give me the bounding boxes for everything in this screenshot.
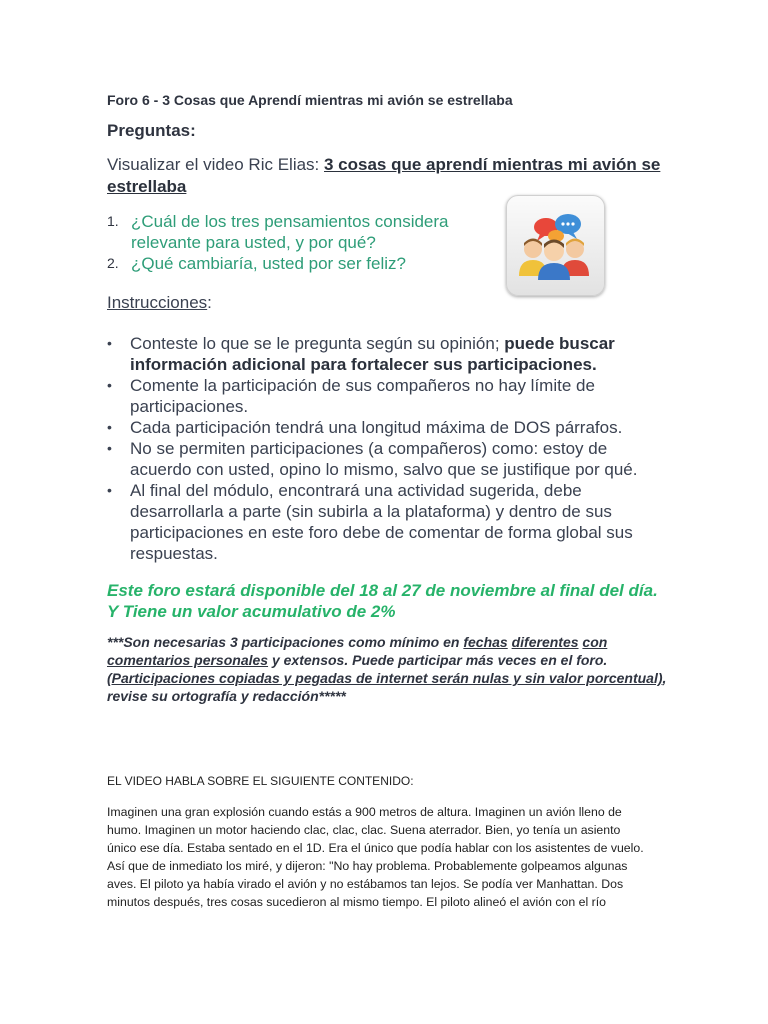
question-number: 1. (107, 213, 119, 229)
video-content-heading: EL VIDEO HABLA SOBRE EL SIGUIENTE CONTENIDO: (107, 774, 414, 788)
note-text: , revise su ortografía y redacción***** (107, 670, 667, 704)
instruction-text: Conteste lo que se le pregunta según su opinión; (130, 334, 505, 353)
bullet-icon: • (107, 440, 112, 456)
note-text: ***Son necesarias 3 participaciones como mínimo en (107, 634, 464, 650)
document-title: Foro 6 - 3 Cosas que Aprendí mientras mi avión se estrellaba (107, 92, 513, 108)
group-chat-icon (506, 195, 605, 296)
instructions-list (107, 333, 667, 564)
note-underlined-text: diferentes (511, 634, 579, 650)
instructions-heading (107, 293, 212, 313)
note-text: y extensos. Puede participar más veces en el foro. (268, 652, 608, 668)
instruction-item (107, 333, 667, 375)
instruction-text: No se permiten participaciones (a compañeros) como: estoy de acuerdo con usted, opino lo mismo, salvo que se justifique por qué. (130, 439, 638, 479)
note-underlined-text: (Participaciones copiadas y pegadas de internet serán nulas y sin valor porcentual) (107, 670, 663, 686)
speech-bubbles-icon (534, 214, 581, 242)
video-transcript: Imaginen una gran explosión cuando estás a 900 metros de altura. Imaginen un avión lleno de humo. Imaginen un motor haciendo clac, clac, clac. Suena aterrador. Bien, yo tenía un asiento único ese día. Estaba sentado en el 1D. Era el único que podía hablar con los asistentes de vuelo. Así que de inmediato los miré, y dijeron: "No hay problema. Probablemente golpeamos algunas aves. El piloto ya había virado el avión y no estábamos tan lejos. Se podía ver Manhattan. Dos minutos después, tres cosas sucedieron al mismo tiempo. El piloto alineó el avión con el río (107, 805, 644, 909)
instruction-item (107, 375, 667, 417)
preguntas-heading: Preguntas: (107, 121, 196, 140)
instructions-heading-colon: : (207, 293, 212, 312)
intro-prefix: Visualizar el video Ric Elias: (107, 155, 324, 174)
question-text: ¿Cuál de los tres pensamientos considera relevante para usted, y por qué? (131, 212, 449, 252)
instruction-item (107, 417, 667, 438)
instruction-bold-text: puede buscar información adicional para fortalecer sus participaciones. (130, 334, 615, 374)
availability-notice: Este foro estará disponible del 18 al 27 de noviembre al final del día. Y Tiene un valor acumulativo de 2% (107, 581, 658, 621)
instruction-item (107, 480, 667, 564)
people-icon (519, 239, 589, 281)
bullet-icon: • (107, 335, 112, 351)
question-text: ¿Qué cambiaría, usted por ser feliz? (131, 254, 406, 273)
video-intro (107, 154, 677, 198)
bullet-icon: • (107, 377, 112, 393)
note-underlined-text: fechas (463, 634, 508, 650)
instruction-text: Cada participación tendrá una longitud máxima de DOS párrafos. (130, 418, 623, 437)
note-underlined-text: con comentarios personales (107, 634, 608, 668)
participation-note (107, 633, 667, 705)
instructions-heading-text: Instrucciones (107, 293, 208, 312)
question-number: 2. (107, 255, 119, 271)
instruction-text: Comente la participación de sus compañeros no hay límite de participaciones. (130, 376, 595, 416)
question-item (107, 253, 487, 274)
instruction-item (107, 438, 667, 480)
question-item (107, 211, 487, 253)
bullet-icon: • (107, 419, 112, 435)
questions-list (107, 211, 487, 274)
bullet-icon: • (107, 482, 112, 498)
video-title-link[interactable]: 3 cosas que aprendí mientras mi avión se estrellaba (107, 155, 661, 196)
instruction-text: Al final del módulo, encontrará una actividad sugerida, debe desarrollarla a parte (sin subirla a la plataforma) y dentro de sus participaciones en este foro debe de comentar de forma global sus respuestas. (130, 481, 633, 563)
